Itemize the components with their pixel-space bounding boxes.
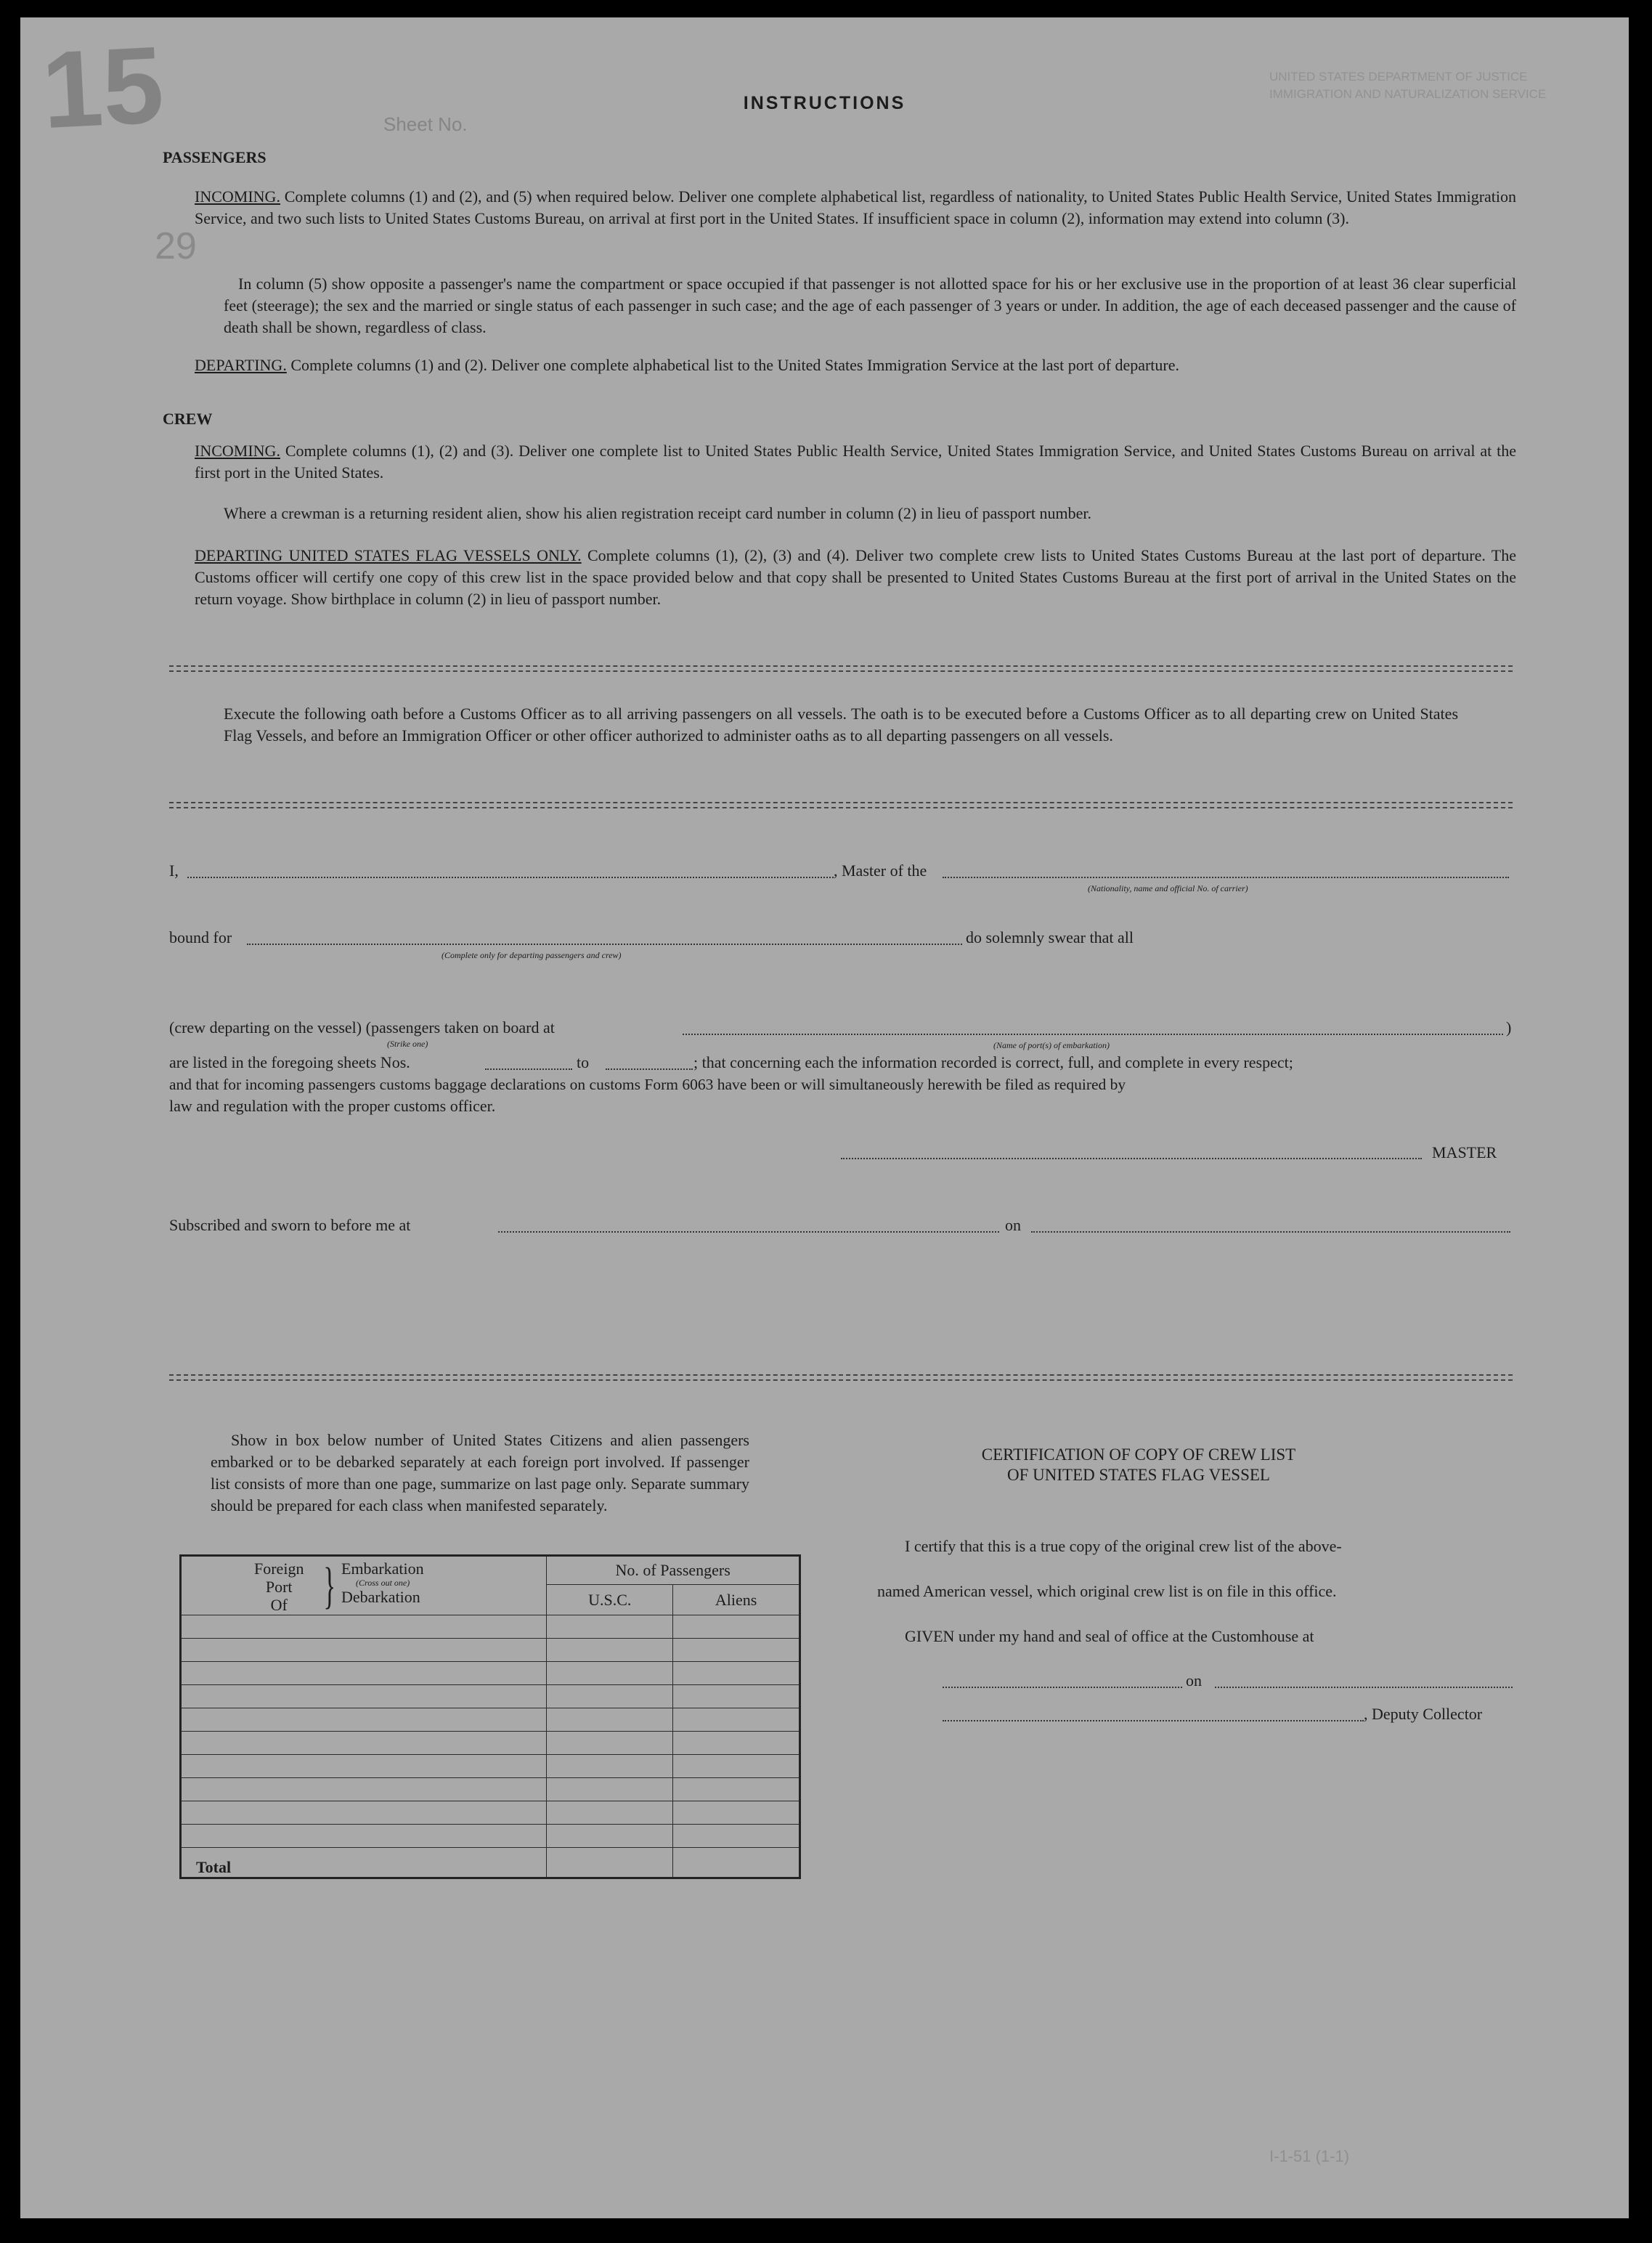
- solemnly-swear-text: do solemnly swear that all: [966, 928, 1134, 946]
- passengers-departing-label: DEPARTING.: [195, 356, 287, 374]
- usc-cell[interactable]: [547, 1639, 673, 1662]
- port-cell[interactable]: [181, 1708, 547, 1732]
- aliens-header: Aliens: [673, 1585, 800, 1615]
- section-divider-2: [169, 802, 1513, 808]
- crew-departing-label: DEPARTING UNITED STATES FLAG VESSELS ONLY.: [195, 546, 582, 564]
- subscribed-date-field[interactable]: [1031, 1231, 1510, 1233]
- table-row: [181, 1778, 800, 1801]
- certification-date-field[interactable]: [1215, 1687, 1513, 1688]
- usc-cell[interactable]: [547, 1778, 673, 1801]
- bound-for-field[interactable]: [247, 944, 962, 945]
- right-header-stamp-1: UNITED STATES DEPARTMENT OF JUSTICE: [1269, 70, 1528, 84]
- cross-out-note: (Cross out one): [356, 1578, 410, 1588]
- bound-for-label: bound for: [169, 928, 232, 946]
- strike-one-note: (Strike one): [387, 1039, 428, 1049]
- passengers-incoming-label: INCOMING.: [195, 187, 280, 206]
- customhouse-place-field[interactable]: [943, 1687, 1182, 1688]
- table-row: [181, 1615, 800, 1639]
- total-usc-cell[interactable]: [547, 1848, 673, 1878]
- listed-sheets-text-2: ; that concerning each the information recorded is correct, full, and complete in every respect;: [693, 1053, 1293, 1071]
- subscribed-label: Subscribed and sworn to before me at: [169, 1216, 411, 1234]
- subscribed-place-field[interactable]: [498, 1231, 999, 1233]
- sheet-no-stamp: Sheet No.: [383, 113, 468, 135]
- master-signature-field[interactable]: [841, 1158, 1422, 1159]
- total-aliens-cell[interactable]: [673, 1848, 800, 1878]
- aliens-cell[interactable]: [673, 1708, 800, 1732]
- master-of-the-label: , Master of the: [834, 861, 927, 880]
- port-cell[interactable]: [181, 1732, 547, 1755]
- usc-cell[interactable]: [547, 1615, 673, 1639]
- aliens-cell[interactable]: [673, 1685, 800, 1708]
- of-label: Of: [270, 1596, 288, 1614]
- side-stamp-number: 29: [155, 225, 197, 267]
- usc-cell[interactable]: [547, 1708, 673, 1732]
- aliens-cell[interactable]: [673, 1755, 800, 1778]
- listed-sheets-text-3: and that for incoming passengers customs baggage declarations on customs Form 6063 have been or will simultaneously herewith be filed as required by: [169, 1076, 1126, 1093]
- passengers-column5-paragraph: In column (5) show opposite a passenger's name the compartment or space occupied if that passenger is not allotted space for his or her exclusive use in the proportion of at least 36 clear superficial feet (steerage); the sex and the married or single status of each passenger in such case; and the age of each passenger of 3 years or under. In addition, the age of each deceased passenger and the cause of death shall be shown, regardless of class.: [224, 275, 1516, 336]
- crew-heading: CREW: [163, 410, 213, 428]
- given-line: GIVEN under my hand and seal of office at the Customhouse at: [905, 1627, 1314, 1645]
- passengers-heading: PASSENGERS: [163, 148, 266, 166]
- page-title: INSTRUCTIONS: [743, 93, 906, 113]
- section-divider-3: [169, 1374, 1513, 1381]
- brace-left: }: [323, 1558, 336, 1614]
- aliens-cell[interactable]: [673, 1662, 800, 1685]
- sheet-from-field[interactable]: [485, 1068, 572, 1070]
- deputy-collector-label: , Deputy Collector: [1364, 1705, 1483, 1723]
- passenger-summary-table: [179, 1554, 801, 1879]
- section-divider-1: [169, 665, 1513, 672]
- crew-departing-paragraph: [195, 545, 1516, 610]
- vessel-name-field[interactable]: [943, 877, 1509, 878]
- subscribed-on-label: on: [1005, 1216, 1021, 1234]
- aliens-cell[interactable]: [673, 1778, 800, 1801]
- master-label: MASTER: [1432, 1143, 1497, 1161]
- port-cell[interactable]: [181, 1778, 547, 1801]
- bottom-form-code: I-1-51 (1-1): [1269, 2147, 1350, 2165]
- table-row: [181, 1755, 800, 1778]
- passengers-incoming-paragraph: [195, 186, 1516, 230]
- document-page: [20, 17, 1629, 2218]
- master-name-field[interactable]: [187, 877, 834, 878]
- certification-title-2: OF UNITED STATES FLAG VESSEL: [1007, 1466, 1270, 1484]
- port-cell[interactable]: [181, 1755, 547, 1778]
- crew-departing-text: (crew departing on the vessel) (passengers taken on board at: [169, 1018, 555, 1037]
- total-row: [181, 1848, 800, 1878]
- listed-sheets-text-1: are listed in the foregoing sheets Nos.: [169, 1053, 410, 1071]
- usc-header: U.S.C.: [547, 1585, 673, 1615]
- crew-incoming-text: Complete columns (1), (2) and (3). Deliver one complete list to United States Public Health Service, United States Immigration Service, and United States Customs Bureau on arrival at the first port in the United States.: [195, 442, 1517, 482]
- table-row: [181, 1825, 800, 1848]
- debarkation-label: Debarkation: [341, 1588, 420, 1606]
- port-cell[interactable]: [181, 1801, 547, 1825]
- usc-cell[interactable]: [547, 1732, 673, 1755]
- crew-resident-paragraph: Where a crewman is a returning resident alien, show his alien registration receipt card number in column (2) in lieu of passport number.: [224, 504, 1091, 522]
- port-cell[interactable]: [181, 1615, 547, 1639]
- table-row: [181, 1732, 800, 1755]
- embarkation-label: Embarkation: [341, 1559, 424, 1578]
- port-cell[interactable]: [181, 1639, 547, 1662]
- summary-instructions: Show in box below number of United States Citizens and alien passengers embarked or to be debarked separately at each foreign port involved. If passenger list consists of more than one page, summarize on last page only. Separate summary should be prepared for each class when manifested separately.: [211, 1431, 749, 1514]
- no-of-passengers-header: No. of Passengers: [547, 1556, 800, 1585]
- usc-cell[interactable]: [547, 1685, 673, 1708]
- deputy-collector-signature-field[interactable]: [943, 1720, 1364, 1721]
- table-row: [181, 1685, 800, 1708]
- crew-incoming-label: INCOMING.: [195, 442, 280, 460]
- table-row: [181, 1662, 800, 1685]
- table-row: [181, 1801, 800, 1825]
- aliens-cell[interactable]: [673, 1825, 800, 1848]
- crew-departing-text: Complete columns (1), (2), (3) and (4). Deliver two complete crew lists to United States Customs Bureau at the last port of departure. The Customs officer will certify one copy of this crew list in the space provided below and that copy shall be presented to United States Customs Bureau at the first port of arrival in the United States on the return voyage. Show birthplace in column (2) in lieu of passport number.: [195, 546, 1516, 608]
- foreign-label: Foreign: [254, 1559, 304, 1578]
- aliens-cell[interactable]: [673, 1639, 800, 1662]
- table-row: [181, 1639, 800, 1662]
- certification-title-1: CERTIFICATION OF COPY OF CREW LIST: [981, 1445, 1296, 1464]
- aliens-cell[interactable]: [673, 1801, 800, 1825]
- close-paren: ): [1506, 1018, 1512, 1037]
- usc-cell[interactable]: [547, 1662, 673, 1685]
- oath-i: I,: [169, 861, 179, 880]
- certification-on-label: on: [1186, 1671, 1202, 1690]
- corner-stamp-number: 15: [38, 23, 167, 152]
- port-label: Port: [265, 1578, 293, 1596]
- certify-line-2: named American vessel, which original crew list is on file in this office.: [877, 1582, 1337, 1600]
- ports-note: (Name of port(s) of embarkation): [993, 1040, 1110, 1050]
- total-label: Total: [181, 1848, 547, 1878]
- port-cell[interactable]: [181, 1662, 547, 1685]
- aliens-cell[interactable]: [673, 1615, 800, 1639]
- passengers-departing-paragraph: [195, 354, 1516, 376]
- certify-line-1: I certify that this is a true copy of the original crew list of the above-: [905, 1537, 1342, 1555]
- usc-cell[interactable]: [547, 1755, 673, 1778]
- usc-cell[interactable]: [547, 1801, 673, 1825]
- complete-only-note: (Complete only for departing passengers and crew): [442, 950, 622, 960]
- aliens-cell[interactable]: [673, 1732, 800, 1755]
- crew-incoming-paragraph: [195, 440, 1516, 484]
- passengers-incoming-text: Complete columns (1) and (2), and (5) when required below. Deliver one complete alphabetical list, regardless of nationality, to United States Public Health Service, United States Immigration Service, and two such lists to United States Customs Bureau, on arrival at first port in the United States. If insufficient space in column (2), information may extend into column (3).: [195, 187, 1517, 227]
- port-cell[interactable]: [181, 1685, 547, 1708]
- right-header-stamp-2: IMMIGRATION AND NATURALIZATION SERVICE: [1269, 87, 1547, 101]
- usc-cell[interactable]: [547, 1825, 673, 1848]
- port-cell[interactable]: [181, 1825, 547, 1848]
- passengers-departing-text: Complete columns (1) and (2). Deliver one complete alphabetical list to the United States Immigration Service at the last port of departure.: [290, 356, 1180, 374]
- listed-to: to: [577, 1053, 590, 1071]
- nationality-note: (Nationality, name and official No. of carrier): [1088, 883, 1248, 893]
- listed-sheets-text-4: law and regulation with the proper customs officer.: [169, 1097, 496, 1115]
- embarkation-ports-field[interactable]: [683, 1034, 1503, 1035]
- table-header-row: [181, 1556, 800, 1585]
- oath-intro-paragraph: Execute the following oath before a Customs Officer as to all arriving passengers on all vessels. The oath is to be executed before a Customs Officer as to all departing crew on United States Flag Vessels, and before an Immigration Officer or other officer authorized to administer oaths as to all departing passengers on all vessels.: [224, 705, 1458, 745]
- sheet-to-field[interactable]: [606, 1068, 693, 1070]
- table-row: [181, 1708, 800, 1732]
